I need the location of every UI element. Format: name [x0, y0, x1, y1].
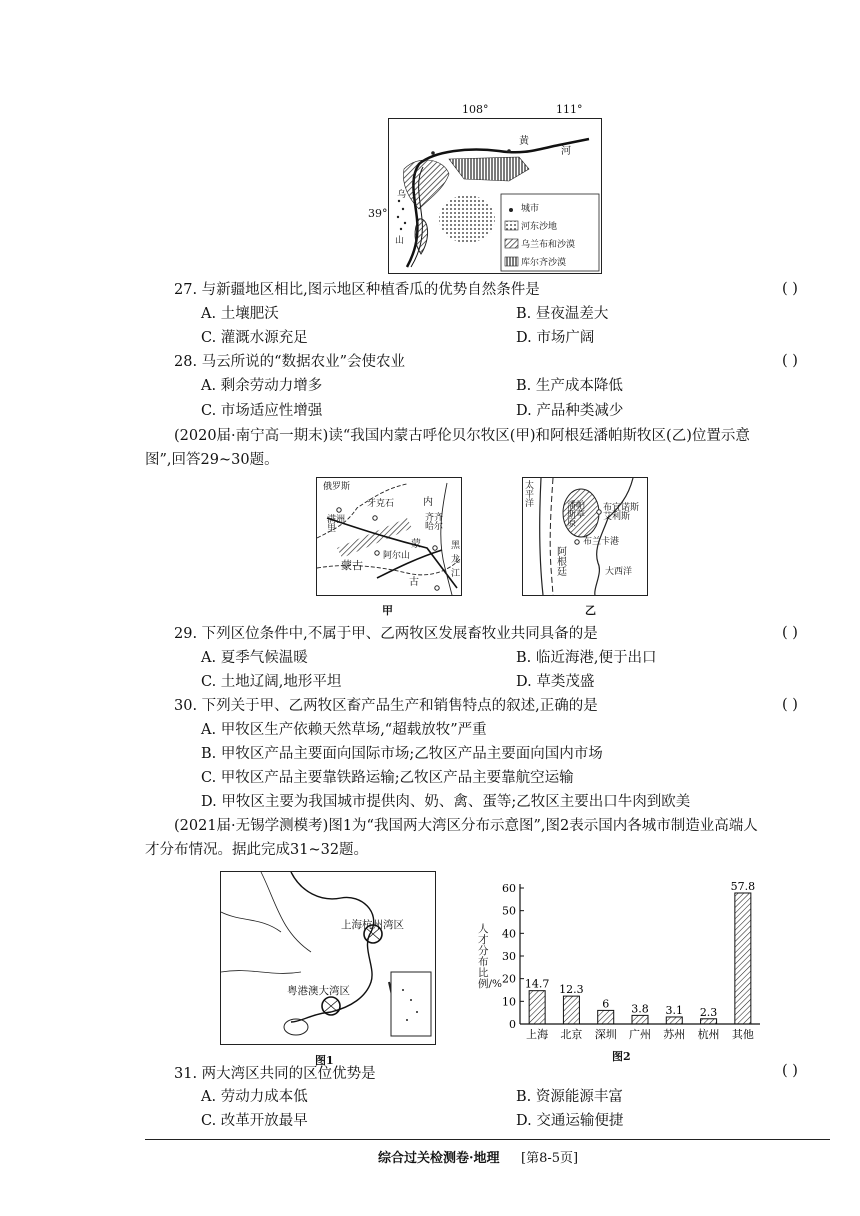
label-long: 龙: [451, 555, 461, 565]
chart-data-label: 6: [602, 997, 610, 1011]
chart-data-label: 2.3: [699, 1005, 718, 1019]
bay-area-map-drawing: [221, 872, 435, 1044]
chart-x-tick-label: 北京: [560, 1028, 583, 1041]
pampas-map: [522, 477, 648, 596]
q27-option-c[interactable]: C. 灌溉水源充足: [201, 330, 308, 346]
label-argentina: 阿根廷: [557, 547, 567, 578]
q28-option-d[interactable]: D. 产品种类减少: [516, 403, 624, 419]
q30-answer-paren[interactable]: ( ): [782, 697, 798, 713]
label-pampas: 潘帕斯草原: [567, 501, 586, 529]
q31-option-a[interactable]: A. 劳动力成本低: [201, 1089, 308, 1105]
q30-option-a[interactable]: A. 甲牧区生产依赖天然草场,“超载放牧”严重: [201, 722, 487, 738]
intro-29-30-line2: 图”,回答29~30题。: [145, 452, 279, 468]
q31-option-c[interactable]: C. 改革开放最早: [201, 1113, 308, 1129]
chart-ylabel: 人才分布比例/%: [478, 923, 503, 991]
intro-31-32-line2: 才分布情况。据此完成31~32题。: [145, 842, 369, 858]
q29-option-c[interactable]: C. 土地辽阔,地形平坦: [201, 674, 342, 690]
q27-option-a[interactable]: A. 土壤肥沃: [201, 306, 279, 322]
q27-option-d[interactable]: D. 市场广阔: [516, 330, 595, 346]
chart-y-tick-label: 10: [502, 995, 516, 1009]
caption-fig2: 图2: [612, 1050, 631, 1063]
q27-stem: 27. 与新疆地区相比,图示地区种植香瓜的优势自然条件是: [174, 282, 540, 298]
chart-data-label: 3.1: [665, 1003, 684, 1017]
q27-answer-paren[interactable]: ( ): [782, 281, 798, 297]
label-aershan: 阿尔山: [383, 551, 411, 561]
chart-y-tick-label: 60: [502, 882, 516, 895]
caption-fig1: 图1: [315, 1054, 334, 1067]
caption-jia: 甲: [382, 604, 393, 617]
hulunbuir-map: [316, 477, 462, 596]
chart-data-label: 57.8: [730, 879, 756, 893]
chart-y-tick-label: 50: [502, 904, 516, 918]
chart-bar: [598, 1010, 614, 1024]
q29-answer-paren[interactable]: ( ): [782, 625, 798, 641]
chart-x-tick-label: 深圳: [594, 1028, 617, 1041]
talent-distribution-chart: [476, 872, 766, 1050]
label-bahia-blanca: 布兰卡港: [583, 537, 620, 547]
q31-option-d[interactable]: D. 交通运输便捷: [516, 1113, 624, 1129]
label-gu: 古: [409, 577, 419, 588]
label-buenos-aires: 布宜诺斯艾利斯: [603, 503, 640, 522]
lat-39: 39°: [368, 207, 388, 220]
label-menggu: 蒙古: [341, 559, 363, 572]
caption-yi: 乙: [585, 604, 596, 617]
q30-option-c[interactable]: C. 甲牧区产品主要靠铁路运输;乙牧区产品主要靠航空运输: [201, 770, 574, 786]
label-nei: 内: [423, 497, 433, 508]
chart-bar: [735, 893, 751, 1024]
chart-y-tick-label: 40: [502, 927, 516, 941]
footer-page-number: [第8-5页]: [521, 1151, 579, 1166]
chart-x-tick-label: 其他: [731, 1028, 754, 1041]
hulunbuir-map-drawing: [317, 478, 461, 595]
label-jiang: 江: [451, 569, 461, 579]
q29-option-d[interactable]: D. 草类茂盛: [516, 674, 595, 690]
q31-option-b[interactable]: B. 资源能源丰富: [516, 1089, 623, 1105]
q30-option-b[interactable]: B. 甲牧区产品主要面向国际市场;乙牧区产品主要面向国内市场: [201, 746, 603, 762]
chart-bar: [563, 996, 579, 1024]
chart-bar: [632, 1015, 648, 1024]
legend-hedong: 河东沙地: [521, 222, 558, 232]
label-wu: 乌: [397, 190, 407, 200]
label-shan: 山: [395, 236, 405, 246]
bay-area-map: [220, 871, 436, 1045]
label-qiqihaer: 齐齐哈尔: [425, 513, 444, 532]
label-yakeshi: 牙克石: [367, 499, 395, 509]
q29-option-b[interactable]: B. 临近海港,便于出口: [516, 650, 657, 666]
intro-31-32-line1: (2021届·无锡学测模考)图1为“我国两大湾区分布示意图”,图2表示国内各城市制造业高端人: [174, 818, 758, 834]
q31-stem: 31. 两大湾区共同的区位优势是: [174, 1066, 376, 1082]
q28-answer-paren[interactable]: ( ): [782, 353, 798, 369]
talent-chart-svg: [476, 872, 766, 1050]
intro-29-30-line1: (2020届·南宁高一期末)读“我国内蒙古呼伦贝尔牧区(甲)和阿根廷潘帕斯牧区(乙)位置示意: [174, 428, 750, 444]
q27-option-b[interactable]: B. 昼夜温差大: [516, 306, 609, 322]
chart-y-tick-label: 30: [502, 950, 516, 963]
label-russia: 俄罗斯: [323, 482, 351, 492]
q30-option-d[interactable]: D. 甲牧区主要为我国城市提供肉、奶、禽、蛋等;乙牧区主要出口牛肉到欧美: [201, 794, 691, 810]
label-huang: 黄: [519, 136, 529, 147]
q29-option-a[interactable]: A. 夏季气候温暖: [201, 650, 308, 666]
chart-x-tick-label: 杭州: [697, 1028, 720, 1041]
chart-y-tick-label: 0: [509, 1018, 516, 1031]
q31-answer-paren[interactable]: ( ): [782, 1063, 798, 1079]
legend-city: 城市: [521, 204, 540, 214]
label-hei: 黑: [451, 541, 461, 551]
q28-option-a[interactable]: A. 剩余劳动力增多: [201, 378, 323, 394]
q29-stem: 29. 下列区位条件中,不属于甲、乙两牧区发展畜牧业共同具备的是: [174, 626, 598, 642]
lon-111: 111°: [556, 103, 583, 116]
legend-ulanbuh: 乌兰布和沙漠: [521, 240, 576, 250]
chart-x-tick-label: 广州: [629, 1028, 651, 1041]
q28-option-b[interactable]: B. 生产成本降低: [516, 378, 623, 394]
label-guangdong-hk-macao-bay: 粤港澳大湾区: [287, 985, 350, 997]
chart-bar: [701, 1019, 717, 1024]
label-meng: 蒙: [411, 539, 421, 550]
label-manzhouli: 满洲里: [327, 515, 346, 534]
chart-x-tick-label: 苏州: [663, 1028, 686, 1041]
lon-108: 108°: [462, 103, 489, 116]
chart-bar: [529, 991, 545, 1024]
chart-bar: [666, 1017, 682, 1024]
chart-data-label: 3.8: [631, 1002, 649, 1016]
chart-data-label: 12.3: [559, 983, 584, 997]
label-pacific: 太平洋: [525, 481, 535, 509]
q28-stem: 28. 马云所说的“数据农业”会使农业: [174, 354, 405, 370]
chart-x-tick-label: 上海: [526, 1028, 549, 1041]
q30-stem: 30. 下列关于甲、乙两牧区畜产品生产和销售特点的叙述,正确的是: [174, 698, 598, 714]
label-shanghai-hangzhou-bay: 上海杭州湾区: [341, 919, 404, 931]
chart-data-label: 14.7: [524, 977, 550, 991]
desert-region-map: [388, 118, 602, 274]
label-he: 河: [561, 146, 571, 157]
chart-y-tick-label: 20: [502, 972, 516, 986]
label-atlantic: 大西洋: [605, 567, 633, 577]
footer-divider: [145, 1139, 830, 1140]
q28-option-c[interactable]: C. 市场适应性增强: [201, 403, 323, 419]
legend-kubuqi: 库尔齐沙漠: [521, 258, 567, 268]
footer-title: 综合过关检测卷·地理: [378, 1151, 500, 1166]
